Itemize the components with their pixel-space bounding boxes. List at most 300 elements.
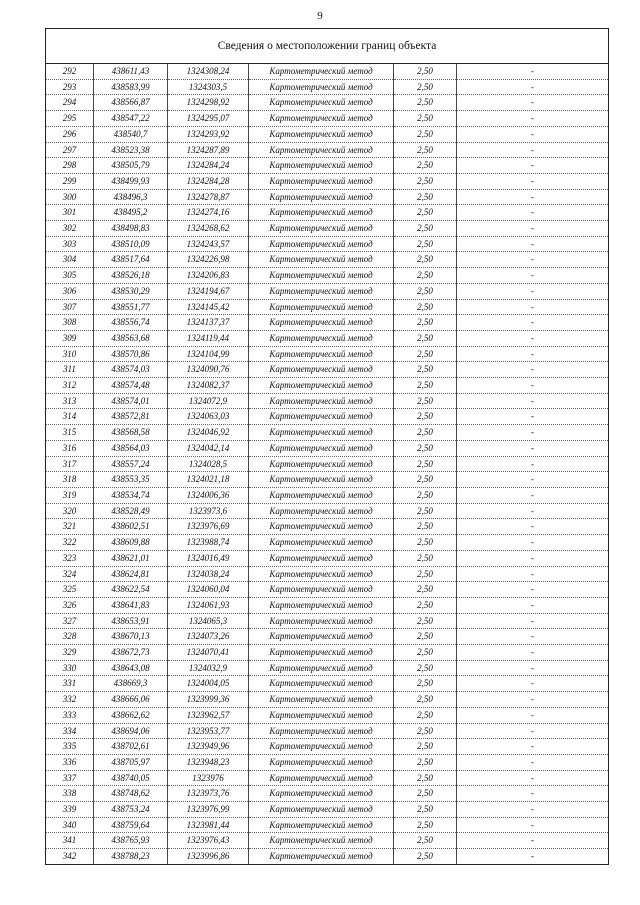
description-cell: - <box>457 535 609 551</box>
description-cell: - <box>457 393 609 409</box>
point-number-cell: 299 <box>46 173 94 189</box>
y-coordinate-cell: 1323976,69 <box>168 519 249 535</box>
y-coordinate-cell: 1324137,37 <box>168 315 249 331</box>
description-cell: - <box>457 550 609 566</box>
x-coordinate-cell: 438557,24 <box>94 456 168 472</box>
point-number-cell: 337 <box>46 770 94 786</box>
method-cell: Картометрический метод <box>249 393 394 409</box>
method-cell: Картометрический метод <box>249 126 394 142</box>
point-number-cell: 338 <box>46 786 94 802</box>
x-coordinate-cell: 438702,61 <box>94 739 168 755</box>
y-coordinate-cell: 1324119,44 <box>168 330 249 346</box>
table-row <box>46 236 608 252</box>
x-coordinate-cell: 438705,97 <box>94 754 168 770</box>
accuracy-cell: 2,50 <box>394 535 457 551</box>
description-cell: - <box>457 142 609 158</box>
method-cell: Картометрический метод <box>249 645 394 661</box>
accuracy-cell: 2,50 <box>394 754 457 770</box>
accuracy-cell: 2,50 <box>394 739 457 755</box>
method-cell: Картометрический метод <box>249 739 394 755</box>
method-cell: Картометрический метод <box>249 550 394 566</box>
y-coordinate-cell: 1324028,5 <box>168 456 249 472</box>
method-cell: Картометрический метод <box>249 440 394 456</box>
point-number-cell: 336 <box>46 754 94 770</box>
y-coordinate-cell: 1324226,98 <box>168 252 249 268</box>
method-cell: Картометрический метод <box>249 221 394 237</box>
method-cell: Картометрический метод <box>249 833 394 849</box>
table-row <box>46 519 608 535</box>
description-cell: - <box>457 111 609 127</box>
point-number-cell: 318 <box>46 472 94 488</box>
x-coordinate-cell: 438662,62 <box>94 707 168 723</box>
x-coordinate-cell: 438530,29 <box>94 283 168 299</box>
method-cell: Картометрический метод <box>249 64 394 79</box>
accuracy-cell: 2,50 <box>394 723 457 739</box>
x-coordinate-cell: 438765,93 <box>94 833 168 849</box>
x-coordinate-cell: 438570,86 <box>94 346 168 362</box>
y-coordinate-cell: 1323976,43 <box>168 833 249 849</box>
x-coordinate-cell: 438505,79 <box>94 158 168 174</box>
point-number-cell: 308 <box>46 315 94 331</box>
method-cell: Картометрический метод <box>249 378 394 394</box>
description-cell: - <box>457 613 609 629</box>
description-cell: - <box>457 299 609 315</box>
x-coordinate-cell: 438753,24 <box>94 802 168 818</box>
x-coordinate-cell: 438624,81 <box>94 566 168 582</box>
x-coordinate-cell: 438669,3 <box>94 676 168 692</box>
page-number: 9 <box>317 10 323 22</box>
y-coordinate-cell: 1323976 <box>168 770 249 786</box>
x-coordinate-cell: 438566,87 <box>94 95 168 111</box>
table-row <box>46 173 608 189</box>
point-number-cell: 323 <box>46 550 94 566</box>
method-cell: Картометрический метод <box>249 111 394 127</box>
table-row <box>46 378 608 394</box>
x-coordinate-cell: 438499,93 <box>94 173 168 189</box>
method-cell: Картометрический метод <box>249 158 394 174</box>
accuracy-cell: 2,50 <box>394 566 457 582</box>
method-cell: Картометрический метод <box>249 723 394 739</box>
y-coordinate-cell: 1324287,89 <box>168 142 249 158</box>
point-number-cell: 334 <box>46 723 94 739</box>
description-cell: - <box>457 817 609 833</box>
x-coordinate-cell: 438694,06 <box>94 723 168 739</box>
description-cell: - <box>457 629 609 645</box>
x-coordinate-cell: 438643,08 <box>94 660 168 676</box>
point-number-cell: 331 <box>46 676 94 692</box>
y-coordinate-cell: 1323973,6 <box>168 503 249 519</box>
table-row <box>46 126 608 142</box>
table-row <box>46 205 608 221</box>
y-coordinate-cell: 1323953,77 <box>168 723 249 739</box>
description-cell: - <box>457 221 609 237</box>
description-cell: - <box>457 79 609 95</box>
table-row <box>46 707 608 723</box>
table-row <box>46 142 608 158</box>
description-cell: - <box>531 851 534 862</box>
table-row <box>46 189 608 205</box>
accuracy-cell: 2,50 <box>394 503 457 519</box>
y-coordinate-cell: 1324284,28 <box>168 173 249 189</box>
y-coordinate-cell: 1324308,24 <box>168 64 249 79</box>
description-cell: - <box>457 487 609 503</box>
accuracy-cell: 2,50 <box>394 142 457 158</box>
point-number-cell: 303 <box>46 236 94 252</box>
method-cell: Картометрический метод <box>249 802 394 818</box>
table-row <box>46 425 608 441</box>
description-cell: - <box>457 519 609 535</box>
point-number-cell: 297 <box>46 142 94 158</box>
y-coordinate-cell: 1323999,36 <box>168 692 249 708</box>
table-row <box>46 330 608 346</box>
y-coordinate-cell: 1323981,44 <box>168 817 249 833</box>
point-number-cell: 292 <box>46 64 94 79</box>
point-number-cell: 319 <box>46 487 94 503</box>
description-cell: - <box>457 346 609 362</box>
point-number-cell: 298 <box>46 158 94 174</box>
y-coordinate-cell: 1323976,99 <box>168 802 249 818</box>
method-cell: Картометрический метод <box>249 346 394 362</box>
method-cell: Картометрический метод <box>249 268 394 284</box>
point-number-cell: 301 <box>46 205 94 221</box>
accuracy-cell: 2,50 <box>394 252 457 268</box>
table-row <box>46 409 608 425</box>
point-number-cell: 295 <box>46 111 94 127</box>
table-row <box>46 550 608 566</box>
point-number-cell: 296 <box>46 126 94 142</box>
y-coordinate-cell: 1324063,03 <box>168 409 249 425</box>
x-coordinate-cell: 438788,23 <box>94 849 168 864</box>
description-cell: - <box>457 158 609 174</box>
table-row <box>46 283 608 299</box>
y-coordinate-cell: 1324042,14 <box>168 440 249 456</box>
y-coordinate-cell: 1324268,62 <box>168 221 249 237</box>
accuracy-cell: 2,50 <box>394 362 457 378</box>
accuracy-cell: 2,50 <box>394 817 457 833</box>
table-row <box>46 566 608 582</box>
point-number-cell: 332 <box>46 692 94 708</box>
table-row <box>46 786 608 802</box>
y-coordinate-cell: 1324032,9 <box>168 660 249 676</box>
y-coordinate-cell: 1324243,57 <box>168 236 249 252</box>
method-cell: Картометрический метод <box>249 660 394 676</box>
x-coordinate-cell: 438574,01 <box>94 393 168 409</box>
x-coordinate-cell: 438553,35 <box>94 472 168 488</box>
table-row <box>46 111 608 127</box>
method-cell: Картометрический метод <box>249 456 394 472</box>
accuracy-cell: 2,50 <box>394 95 457 111</box>
y-coordinate-cell: 1324295,07 <box>168 111 249 127</box>
y-coordinate-cell: 1324206,83 <box>168 268 249 284</box>
accuracy-cell: 2,50 <box>394 472 457 488</box>
accuracy-cell: 2,50 <box>394 676 457 692</box>
x-coordinate-cell: 438759,64 <box>94 817 168 833</box>
description-cell: - <box>457 378 609 394</box>
point-number-cell: 300 <box>46 189 94 205</box>
x-coordinate-cell: 438574,03 <box>94 362 168 378</box>
table-row <box>46 472 608 488</box>
point-number-cell: 305 <box>46 268 94 284</box>
y-coordinate-cell: 1324072,9 <box>168 393 249 409</box>
accuracy-cell: 2,50 <box>394 173 457 189</box>
x-coordinate-cell: 438568,58 <box>94 425 168 441</box>
point-number-cell: 316 <box>46 440 94 456</box>
description-cell: - <box>457 126 609 142</box>
description-cell: - <box>457 252 609 268</box>
x-coordinate-cell: 438672,73 <box>94 645 168 661</box>
x-coordinate-cell: 438670,13 <box>94 629 168 645</box>
point-number-cell: 328 <box>46 629 94 645</box>
accuracy-cell: 2,50 <box>394 487 457 503</box>
x-coordinate-cell: 438564,03 <box>94 440 168 456</box>
x-coordinate-cell: 438495,2 <box>94 205 168 221</box>
table-row <box>46 346 608 362</box>
method-cell: Картометрический метод <box>249 629 394 645</box>
y-coordinate-cell: 1323962,57 <box>168 707 249 723</box>
x-coordinate-cell: 438534,74 <box>94 487 168 503</box>
table-row <box>46 535 608 551</box>
point-number-cell: 327 <box>46 613 94 629</box>
x-coordinate-cell: 438621,01 <box>94 550 168 566</box>
description-cell: - <box>457 409 609 425</box>
method-cell: Картометрический метод <box>249 566 394 582</box>
description-cell: - <box>457 236 609 252</box>
x-coordinate-cell: 438563,68 <box>94 330 168 346</box>
description-cell: - <box>457 64 609 79</box>
method-cell: Картометрический метод <box>249 189 394 205</box>
point-number-cell: 325 <box>46 582 94 598</box>
accuracy-cell: 2,50 <box>394 629 457 645</box>
table-row <box>46 268 608 284</box>
accuracy-cell: 2,50 <box>394 550 457 566</box>
point-number-cell: 320 <box>46 503 94 519</box>
table-row <box>46 64 608 79</box>
point-number-cell: 317 <box>46 456 94 472</box>
table-row <box>46 221 608 237</box>
y-coordinate-cell: 1324090,76 <box>168 362 249 378</box>
point-number-cell: 326 <box>46 597 94 613</box>
accuracy-cell: 2,50 <box>394 221 457 237</box>
x-coordinate-cell: 438583,99 <box>94 79 168 95</box>
description-cell: - <box>457 770 609 786</box>
point-number-cell: 330 <box>46 660 94 676</box>
description-cell: - <box>457 723 609 739</box>
y-coordinate-cell: 1324038,24 <box>168 566 249 582</box>
method-cell: Картометрический метод <box>249 692 394 708</box>
y-coordinate-cell: 1324303,5 <box>168 79 249 95</box>
table-row <box>46 817 608 833</box>
boundary-points-table <box>46 64 608 864</box>
description-cell: - <box>457 739 609 755</box>
accuracy-cell: 2,50 <box>394 645 457 661</box>
table-row <box>46 487 608 503</box>
table-row <box>46 597 608 613</box>
description-cell: - <box>457 330 609 346</box>
table-row <box>46 440 608 456</box>
accuracy-cell: 2,50 <box>394 393 457 409</box>
accuracy-cell: 2,50 <box>394 613 457 629</box>
accuracy-cell: 2,50 <box>394 849 457 864</box>
description-cell: - <box>457 173 609 189</box>
x-coordinate-cell: 438551,77 <box>94 299 168 315</box>
method-cell: Картометрический метод <box>249 707 394 723</box>
y-coordinate-cell: 1324060,04 <box>168 582 249 598</box>
point-number-cell: 322 <box>46 535 94 551</box>
table-row <box>46 95 608 111</box>
x-coordinate-cell: 438622,54 <box>94 582 168 598</box>
description-cell: - <box>457 707 609 723</box>
accuracy-cell: 2,50 <box>394 692 457 708</box>
y-coordinate-cell: 1324278,87 <box>168 189 249 205</box>
point-number-cell: 339 <box>46 802 94 818</box>
accuracy-cell: 2,50 <box>394 64 457 79</box>
accuracy-cell: 2,50 <box>394 425 457 441</box>
point-number-cell: 335 <box>46 739 94 755</box>
table-row <box>46 770 608 786</box>
method-cell: Картометрический метод <box>249 472 394 488</box>
method-cell: Картометрический метод <box>249 299 394 315</box>
accuracy-cell: 2,50 <box>394 268 457 284</box>
description-cell: - <box>457 315 609 331</box>
method-cell: Картометрический метод <box>249 849 394 864</box>
method-cell: Картометрический метод <box>249 535 394 551</box>
point-number-cell: 315 <box>46 425 94 441</box>
point-number-cell: 312 <box>46 378 94 394</box>
table-body <box>46 64 608 864</box>
point-number-cell: 342 <box>46 849 94 864</box>
point-number-cell: 294 <box>46 95 94 111</box>
y-coordinate-cell: 1324274,16 <box>168 205 249 221</box>
x-coordinate-cell: 438641,83 <box>94 597 168 613</box>
description-cell: - <box>457 456 609 472</box>
point-number-cell: 306 <box>46 283 94 299</box>
table-row <box>46 79 608 95</box>
method-cell: Картометрический метод <box>249 315 394 331</box>
table-row <box>46 582 608 598</box>
point-number-cell: 307 <box>46 299 94 315</box>
point-number-cell: 340 <box>46 817 94 833</box>
x-coordinate-cell: 438526,18 <box>94 268 168 284</box>
accuracy-cell: 2,50 <box>394 378 457 394</box>
method-cell: Картометрический метод <box>249 817 394 833</box>
point-number-cell: 313 <box>46 393 94 409</box>
point-number-cell: 309 <box>46 330 94 346</box>
description-cell: - <box>457 472 609 488</box>
accuracy-cell: 2,50 <box>394 299 457 315</box>
x-coordinate-cell: 438496,3 <box>94 189 168 205</box>
table-row <box>46 660 608 676</box>
accuracy-cell: 2,50 <box>394 660 457 676</box>
method-cell: Картометрический метод <box>249 770 394 786</box>
table-row <box>46 849 608 864</box>
method-cell: Картометрический метод <box>249 519 394 535</box>
accuracy-cell: 2,50 <box>394 786 457 802</box>
x-coordinate-cell: 438666,06 <box>94 692 168 708</box>
accuracy-cell: 2,50 <box>394 519 457 535</box>
method-cell: Картометрический метод <box>249 786 394 802</box>
accuracy-cell: 2,50 <box>394 236 457 252</box>
method-cell: Картометрический метод <box>249 142 394 158</box>
y-coordinate-cell: 1324070,41 <box>168 645 249 661</box>
x-coordinate-cell: 438523,38 <box>94 142 168 158</box>
method-cell: Картометрический метод <box>249 597 394 613</box>
accuracy-cell: 2,50 <box>394 440 457 456</box>
x-coordinate-cell: 438574,48 <box>94 378 168 394</box>
accuracy-cell: 2,50 <box>394 346 457 362</box>
x-coordinate-cell: 438498,83 <box>94 221 168 237</box>
description-cell: - <box>457 754 609 770</box>
x-coordinate-cell: 438611,43 <box>94 64 168 79</box>
description-cell: - <box>457 283 609 299</box>
method-cell: Картометрический метод <box>249 676 394 692</box>
method-cell: Картометрический метод <box>249 409 394 425</box>
accuracy-cell: 2,50 <box>394 315 457 331</box>
method-cell: Картометрический метод <box>249 487 394 503</box>
point-number-cell: 304 <box>46 252 94 268</box>
table-row <box>46 252 608 268</box>
y-coordinate-cell: 1323988,74 <box>168 535 249 551</box>
y-coordinate-cell: 1324073,26 <box>168 629 249 645</box>
point-number-cell: 324 <box>46 566 94 582</box>
y-coordinate-cell: 1324194,67 <box>168 283 249 299</box>
method-cell: Картометрический метод <box>249 173 394 189</box>
description-cell: - <box>457 268 609 284</box>
x-coordinate-cell: 438540,7 <box>94 126 168 142</box>
description-cell: - <box>457 676 609 692</box>
description-cell: - <box>457 425 609 441</box>
y-coordinate-cell: 1324016,49 <box>168 550 249 566</box>
accuracy-cell: 2,50 <box>394 111 457 127</box>
table-row <box>46 315 608 331</box>
x-coordinate-cell: 438572,81 <box>94 409 168 425</box>
method-cell: Картометрический метод <box>249 754 394 770</box>
x-coordinate-cell: 438528,49 <box>94 503 168 519</box>
method-cell: Картометрический метод <box>249 79 394 95</box>
accuracy-cell: 2,50 <box>394 158 457 174</box>
y-coordinate-cell: 1324065,3 <box>168 613 249 629</box>
description-cell: - <box>457 597 609 613</box>
x-coordinate-cell: 438653,91 <box>94 613 168 629</box>
table-row <box>46 676 608 692</box>
table-row <box>46 158 608 174</box>
x-coordinate-cell: 438740,05 <box>94 770 168 786</box>
y-coordinate-cell: 1324004,05 <box>168 676 249 692</box>
accuracy-cell: 2,50 <box>394 126 457 142</box>
description-cell: - <box>457 645 609 661</box>
y-coordinate-cell: 1324104,99 <box>168 346 249 362</box>
description-cell: - <box>457 362 609 378</box>
y-coordinate-cell: 1323948,23 <box>168 754 249 770</box>
table-row <box>46 692 608 708</box>
y-coordinate-cell: 1323949,96 <box>168 739 249 755</box>
accuracy-cell: 2,50 <box>394 597 457 613</box>
description-cell: - <box>457 833 609 849</box>
boundary-table-frame <box>45 28 609 865</box>
point-number-cell: 321 <box>46 519 94 535</box>
accuracy-cell: 2,50 <box>394 409 457 425</box>
y-coordinate-cell: 1324061,93 <box>168 597 249 613</box>
description-cell: - <box>457 503 609 519</box>
x-coordinate-cell: 438609,88 <box>94 535 168 551</box>
table-row <box>46 739 608 755</box>
y-coordinate-cell: 1324145,42 <box>168 299 249 315</box>
description-cell: - <box>457 660 609 676</box>
description-cell: - <box>457 95 609 111</box>
table-row <box>46 629 608 645</box>
description-cell: - <box>457 802 609 818</box>
method-cell: Картометрический метод <box>249 236 394 252</box>
point-number-cell: 333 <box>46 707 94 723</box>
